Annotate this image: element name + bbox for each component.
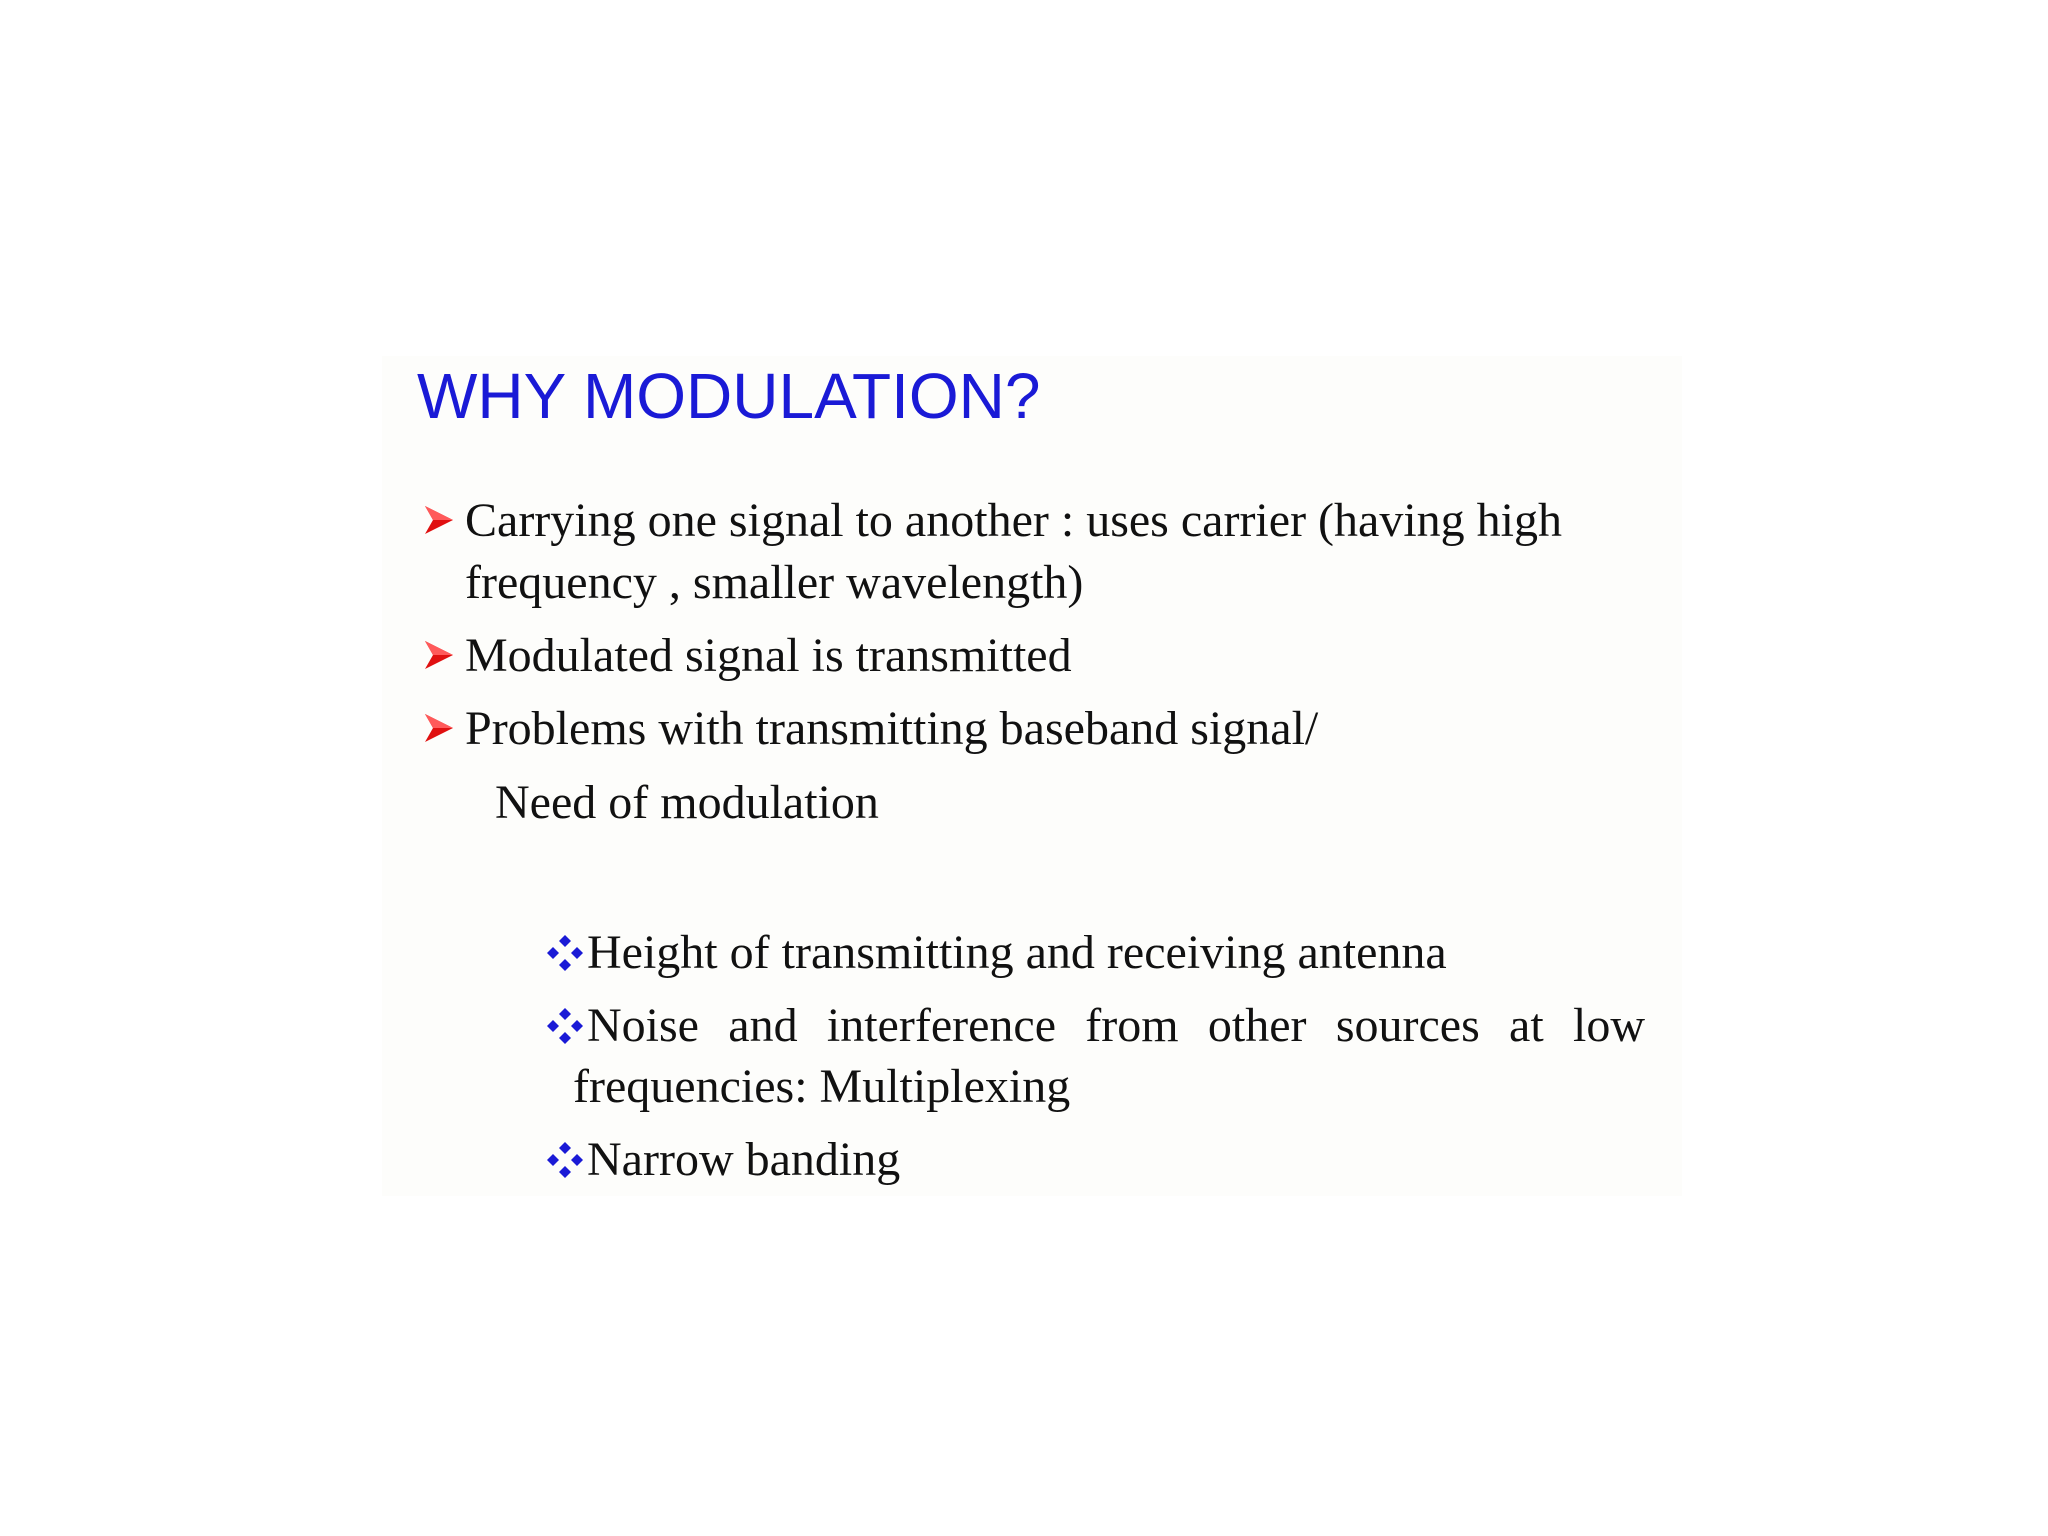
bullet-3	[465, 698, 1318, 760]
slide-title: WHY MODULATION?	[417, 360, 1041, 432]
sub-bullet-2-line-1: Noise and interference from other sources at low	[587, 999, 1645, 1052]
sub-bullet-2-line-2: frequencies: Multiplexing	[573, 1060, 1071, 1113]
arrow-bullet-icon	[422, 711, 456, 745]
diamond-bullet-icon	[546, 1007, 584, 1045]
bullet-1-line-2: frequency , smaller wavelength)	[465, 556, 1084, 609]
bullet-3-line-2: Need of modulation	[495, 776, 879, 829]
bullet-2	[465, 625, 1072, 687]
arrow-bullet-icon	[422, 638, 456, 672]
sub-bullet-1-line-1: Height of transmitting and receiving antenna	[587, 926, 1447, 979]
sub-bullet-3	[587, 1129, 900, 1191]
diamond-bullet-icon	[546, 934, 584, 972]
sub-bullet-2-continuation	[573, 1056, 1070, 1118]
sub-bullet-3-line-1: Narrow banding	[587, 1133, 901, 1186]
bullet-3-continuation	[495, 772, 879, 834]
bullet-1-line-1: Carrying one signal to another : uses carrier (having high	[465, 494, 1563, 547]
diamond-bullet-icon	[546, 1141, 584, 1179]
arrow-bullet-icon	[422, 503, 456, 537]
bullet-1	[465, 490, 1562, 614]
sub-bullet-1	[587, 922, 1447, 984]
bullet-2-line-1: Modulated signal is transmitted	[465, 629, 1072, 682]
bullet-3-line-1: Problems with transmitting baseband signal/	[465, 702, 1319, 755]
sub-bullet-2	[587, 995, 1645, 1057]
